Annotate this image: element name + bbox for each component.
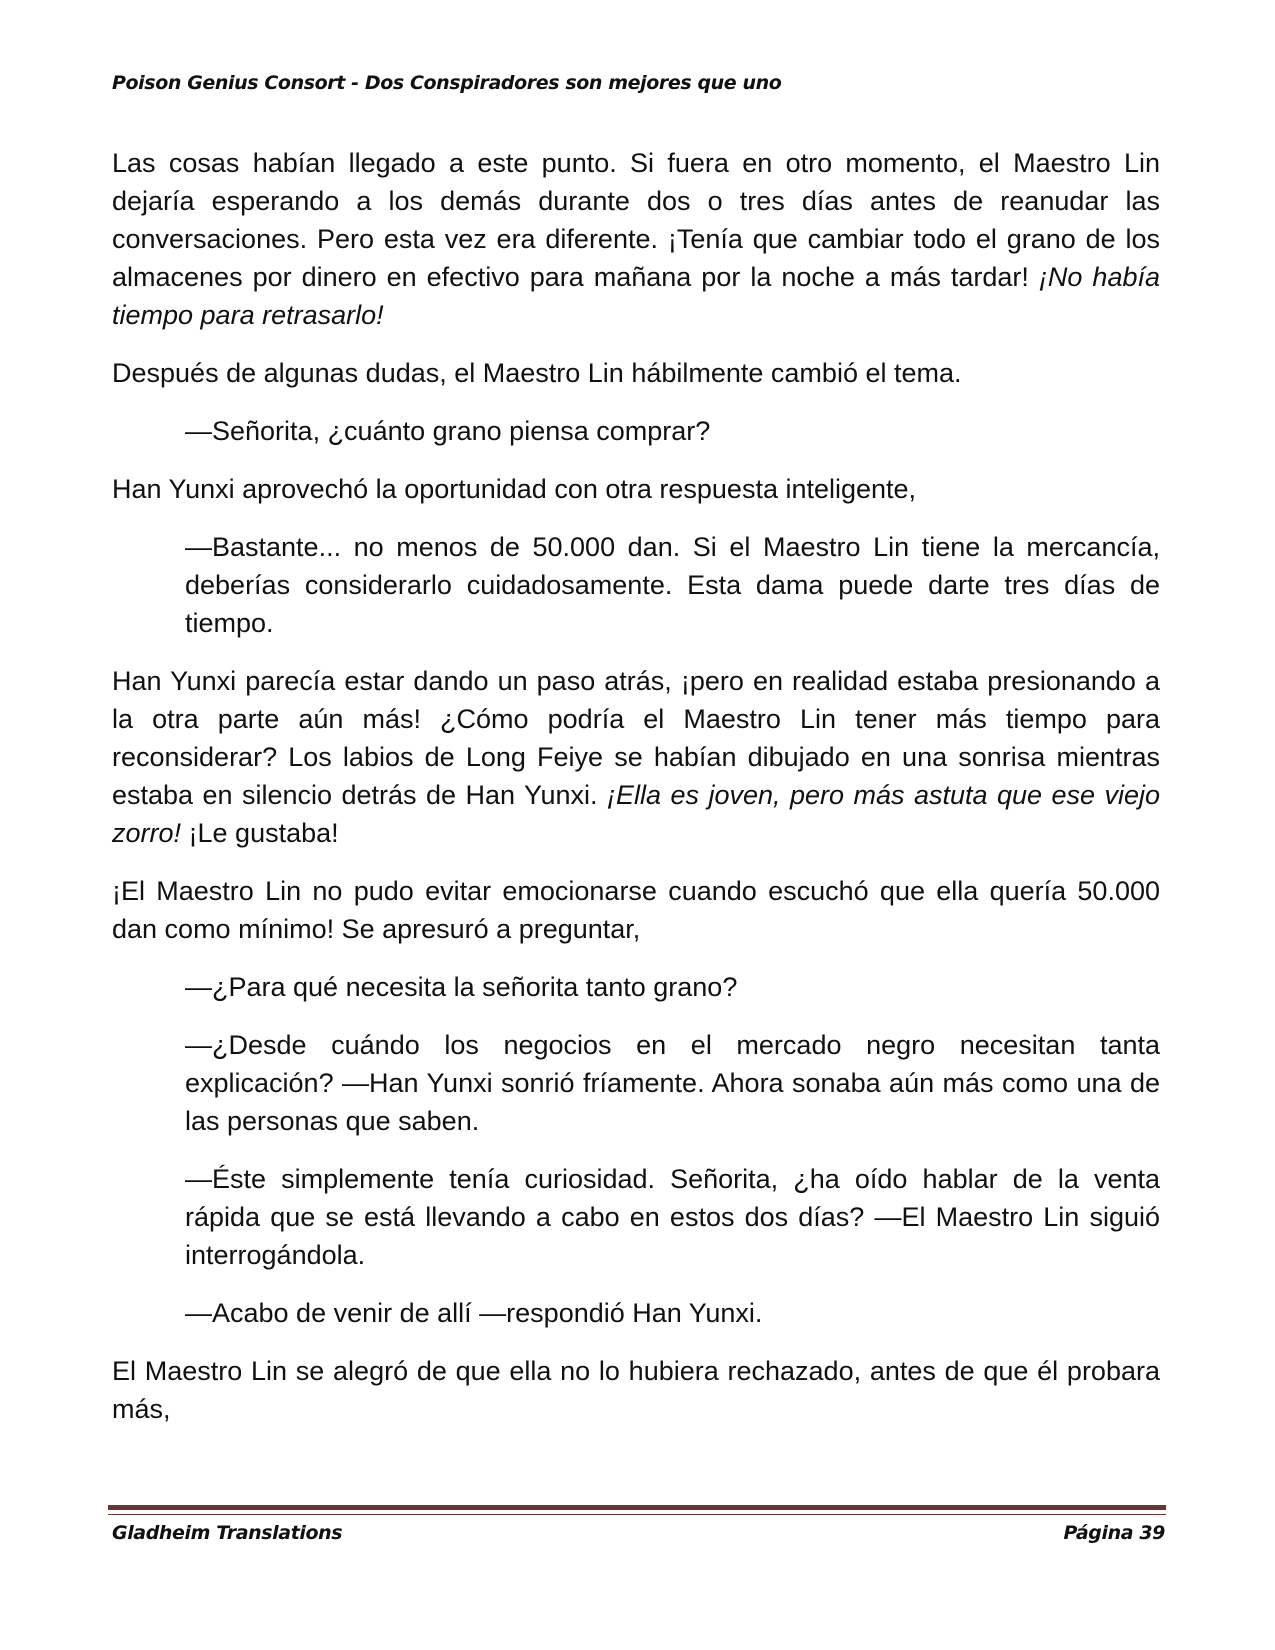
dialogue-line-3: —¿Para qué necesita la señorita tanto grano? <box>185 972 738 1002</box>
paragraph-7: ¡El Maestro Lin no pudo evitar emocionarse cuando escuchó que ella quería 50.000 dan como mínimo! Se apresuró a preguntar, <box>112 876 1160 944</box>
paragraph-4: Han Yunxi aprovechó la oportunidad con otra respuesta inteligente, <box>112 474 917 504</box>
footer-divider <box>108 1505 1166 1510</box>
footer-divider-thin <box>108 1514 1166 1515</box>
dialogue-line-6: —Acabo de venir de allí —respondió Han Yunxi. <box>185 1298 763 1328</box>
footer-page-number: Página 39 <box>1063 1522 1165 1544</box>
dialogue-line-4: —¿Desde cuándo los negocios en el mercado negro necesitan tanta explicación? —Han Yunxi sonrió fríamente. Ahora sonaba aún más como una de las personas que saben. <box>185 1030 1160 1136</box>
paragraph-1-text: Las cosas habían llegado a este punto. Si fuera en otro momento, el Maestro Lin dejaría esperando a los demás durante dos o tres días antes de reanudar las conversaciones. Pero esta vez era diferente. ¡Tenía que cambiar todo el grano de los almacenes por dinero en efectivo para mañana por la noche a más tardar! <box>112 148 1160 292</box>
paragraph-1-italic: ¡No había tiempo para retrasarlo! <box>112 262 1160 330</box>
footer-publisher: Gladheim Translations <box>112 1522 343 1544</box>
dialogue-line-2: —Bastante... no menos de 50.000 dan. Si el Maestro Lin tiene la mercancía, deberías considerarlo cuidadosamente. Esta dama puede darte tres días de tiempo. <box>185 532 1160 638</box>
paragraph-6-italic: ¡Ella es joven, pero más astuta que ese viejo zorro! <box>112 780 1160 848</box>
paragraph-1 <box>112 144 1160 334</box>
paragraph-12: El Maestro Lin se alegró de que ella no lo hubiera rechazado, antes de que él probara más, <box>112 1356 1160 1424</box>
paragraph-6 <box>112 662 1160 852</box>
paragraph-6-tail: ¡Le gustaba! <box>181 818 339 848</box>
paragraph-2: Después de algunas dudas, el Maestro Lin hábilmente cambió el tema. <box>112 358 962 388</box>
paragraph-6-text: Han Yunxi parecía estar dando un paso atrás, ¡pero en realidad estaba presionando a la otra parte aún más! ¿Cómo podría el Maestro Lin tener más tiempo para reconsiderar? Los labios de Long Feiye se habían dibujado en una sonrisa mientras estaba en silencio detrás de Han Yunxi. <box>112 666 1160 810</box>
document-body <box>112 144 1160 1448</box>
dialogue-line-5: —Éste simplemente tenía curiosidad. Señorita, ¿ha oído hablar de la venta rápida que se está llevando a cabo en estos dos días? —El Maestro Lin siguió interrogándola. <box>185 1164 1160 1270</box>
dialogue-line-1: —Señorita, ¿cuánto grano piensa comprar? <box>185 416 711 446</box>
page-header-title: Poison Genius Consort - Dos Conspiradores son mejores que uno <box>112 72 782 94</box>
